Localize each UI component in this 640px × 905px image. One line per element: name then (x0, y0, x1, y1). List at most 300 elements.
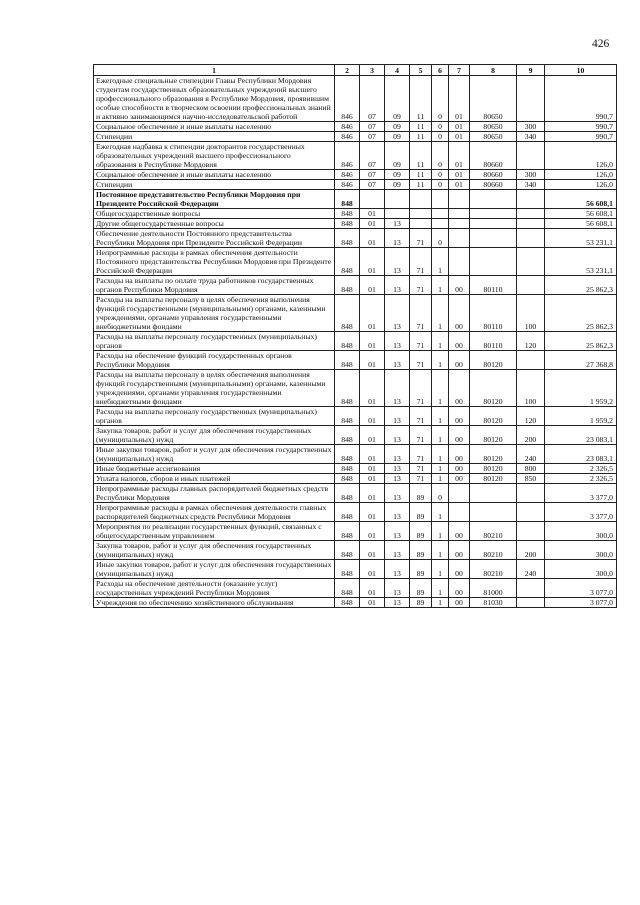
subsection-cell: 13 (385, 445, 410, 464)
subsection-cell: 13 (385, 426, 410, 445)
section-cell: 01 (360, 209, 385, 219)
expense-type-cell (517, 229, 545, 248)
subsection-cell: 09 (385, 122, 410, 132)
subsection-cell: 13 (385, 370, 410, 407)
header-cell: 1 (94, 65, 335, 76)
amount-cell: 300,0 (545, 522, 617, 541)
expense-type-cell (517, 484, 545, 503)
group-cell: 00 (449, 445, 470, 464)
admin-code-cell: 846 (335, 180, 360, 190)
admin-code-cell: 846 (335, 132, 360, 142)
subprogram-cell: 0 (432, 229, 449, 248)
expense-type-cell (517, 503, 545, 522)
amount-cell: 1 959,2 (545, 407, 617, 426)
group-cell: 00 (449, 560, 470, 579)
row-name-cell: Расходы на выплаты персоналу государственных (муниципальных) органов (94, 407, 335, 426)
amount-cell: 25 862,3 (545, 332, 617, 351)
table-row (94, 122, 617, 132)
section-cell: 07 (360, 122, 385, 132)
subprogram-cell: 1 (432, 248, 449, 276)
program-cell: 89 (410, 598, 432, 608)
amount-cell: 990,7 (545, 76, 617, 122)
subprogram-cell: 1 (432, 276, 449, 295)
program-cell: 71 (410, 276, 432, 295)
subsection-cell (385, 190, 410, 209)
section-cell: 07 (360, 180, 385, 190)
subsection-cell: 13 (385, 522, 410, 541)
item-code-cell: 80120 (470, 474, 517, 484)
header-cell: 9 (517, 65, 545, 76)
subprogram-cell: 1 (432, 407, 449, 426)
table-row (94, 370, 617, 407)
program-cell: 11 (410, 122, 432, 132)
table-row (94, 276, 617, 295)
table-row (94, 142, 617, 170)
program-cell: 89 (410, 484, 432, 503)
row-name-cell: Учреждения по обеспечению хозяйственного обслуживания (94, 598, 335, 608)
amount-cell: 27 368,8 (545, 351, 617, 370)
subsection-cell: 13 (385, 219, 410, 229)
item-code-cell: 80120 (470, 445, 517, 464)
expense-type-cell (517, 142, 545, 170)
table-row (94, 132, 617, 142)
row-name-cell: Непрограммные расходы в рамках обеспечения деятельности Постоянного представительства Республики Мордовия при Президенте Российской Федерации (94, 248, 335, 276)
header-cell: 4 (385, 65, 410, 76)
subsection-cell: 13 (385, 560, 410, 579)
table-row (94, 484, 617, 503)
table-row (94, 229, 617, 248)
row-name-cell: Постоянное представительство Республики Мордовия при Президенте Российской Федерации (94, 190, 335, 209)
item-code-cell: 80210 (470, 560, 517, 579)
amount-cell: 300,0 (545, 560, 617, 579)
subprogram-cell: 1 (432, 295, 449, 332)
item-code-cell: 80120 (470, 351, 517, 370)
subprogram-cell: 0 (432, 132, 449, 142)
subsection-cell: 09 (385, 142, 410, 170)
amount-cell: 3 077,0 (545, 579, 617, 598)
header-cell: 10 (545, 65, 617, 76)
row-name-cell: Стипендии (94, 180, 335, 190)
group-cell (449, 484, 470, 503)
row-name-cell: Расходы на выплаты персоналу в целях обеспечения выполнения функций государственными (муниципальными) органами, казенными учреждениями, органами управления государственными внебюджетными фондами (94, 370, 335, 407)
table-row (94, 503, 617, 522)
program-cell: 89 (410, 560, 432, 579)
table-row (94, 522, 617, 541)
expense-type-cell: 340 (517, 180, 545, 190)
group-cell: 01 (449, 122, 470, 132)
row-name-cell: Закупка товаров, работ и услуг для обеспечения государственных (муниципальных) нужд (94, 541, 335, 560)
amount-cell: 990,7 (545, 132, 617, 142)
section-cell: 01 (360, 541, 385, 560)
program-cell (410, 190, 432, 209)
program-cell: 71 (410, 248, 432, 276)
amount-cell: 126,0 (545, 170, 617, 180)
subprogram-cell: 1 (432, 522, 449, 541)
item-code-cell (470, 219, 517, 229)
subsection-cell: 13 (385, 351, 410, 370)
table-header-row (94, 65, 617, 76)
group-cell (449, 248, 470, 276)
program-cell: 89 (410, 522, 432, 541)
section-cell: 07 (360, 142, 385, 170)
group-cell (449, 219, 470, 229)
item-code-cell (470, 248, 517, 276)
subprogram-cell (432, 190, 449, 209)
program-cell: 71 (410, 474, 432, 484)
subprogram-cell: 0 (432, 180, 449, 190)
section-cell: 01 (360, 332, 385, 351)
subsection-cell: 09 (385, 76, 410, 122)
item-code-cell: 80660 (470, 170, 517, 180)
section-cell: 01 (360, 248, 385, 276)
subsection-cell: 13 (385, 598, 410, 608)
item-code-cell: 80120 (470, 464, 517, 474)
program-cell: 71 (410, 426, 432, 445)
group-cell (449, 503, 470, 522)
subsection-cell: 13 (385, 484, 410, 503)
amount-cell: 56 608,1 (545, 209, 617, 219)
expense-type-cell: 120 (517, 332, 545, 351)
section-cell: 01 (360, 522, 385, 541)
section-cell: 01 (360, 464, 385, 474)
group-cell: 01 (449, 76, 470, 122)
section-cell: 01 (360, 407, 385, 426)
subsection-cell: 13 (385, 407, 410, 426)
item-code-cell (470, 209, 517, 219)
header-cell: 2 (335, 65, 360, 76)
subprogram-cell: 0 (432, 122, 449, 132)
row-name-cell: Ежегодная надбавка к стипендии докторантов государственных образовательных учреждений высшего профессионального образования в Республике Мордовия (94, 142, 335, 170)
admin-code-cell: 848 (335, 370, 360, 407)
expense-type-cell (517, 248, 545, 276)
expense-type-cell: 100 (517, 295, 545, 332)
header-cell: 8 (470, 65, 517, 76)
amount-cell: 300,0 (545, 541, 617, 560)
subsection-cell: 13 (385, 464, 410, 474)
row-name-cell: Иные закупки товаров, работ и услуг для обеспечения государственных (муниципальных) нужд (94, 445, 335, 464)
subprogram-cell: 0 (432, 142, 449, 170)
group-cell: 00 (449, 464, 470, 474)
table-row (94, 541, 617, 560)
program-cell: 89 (410, 503, 432, 522)
table-body (94, 65, 617, 608)
section-cell: 07 (360, 76, 385, 122)
group-cell: 00 (449, 474, 470, 484)
table-row (94, 579, 617, 598)
subsection-cell: 13 (385, 474, 410, 484)
table-row (94, 219, 617, 229)
group-cell: 00 (449, 426, 470, 445)
table-row (94, 190, 617, 209)
admin-code-cell: 848 (335, 332, 360, 351)
item-code-cell: 81000 (470, 579, 517, 598)
program-cell: 89 (410, 541, 432, 560)
amount-cell: 3 377,0 (545, 503, 617, 522)
admin-code-cell: 848 (335, 541, 360, 560)
table-row (94, 351, 617, 370)
row-name-cell: Другие общегосударственные вопросы (94, 219, 335, 229)
subprogram-cell: 1 (432, 464, 449, 474)
subsection-cell: 13 (385, 295, 410, 332)
subprogram-cell: 1 (432, 351, 449, 370)
amount-cell: 25 862,3 (545, 276, 617, 295)
expense-type-cell: 120 (517, 407, 545, 426)
table-row (94, 474, 617, 484)
subprogram-cell (432, 219, 449, 229)
item-code-cell: 80650 (470, 132, 517, 142)
admin-code-cell: 848 (335, 474, 360, 484)
group-cell: 00 (449, 295, 470, 332)
item-code-cell: 80650 (470, 122, 517, 132)
item-code-cell: 80110 (470, 295, 517, 332)
section-cell: 01 (360, 598, 385, 608)
row-name-cell: Иные бюджетные ассигнования (94, 464, 335, 474)
expense-type-cell: 240 (517, 560, 545, 579)
row-name-cell: Ежегодные специальные стипендии Главы Республики Мордовия студентам государственных образовательных учреждений высшего профессионального образования в Республике Мордовия, проявившим особые способности в творческом освоении профессиональных знаний и активно занимающимся научно-исследовательской работой (94, 76, 335, 122)
program-cell: 11 (410, 132, 432, 142)
expense-type-cell (517, 76, 545, 122)
subprogram-cell: 1 (432, 426, 449, 445)
item-code-cell: 80110 (470, 276, 517, 295)
group-cell: 00 (449, 407, 470, 426)
amount-cell: 3 077,0 (545, 598, 617, 608)
admin-code-cell: 848 (335, 484, 360, 503)
item-code-cell: 80120 (470, 370, 517, 407)
amount-cell: 25 862,3 (545, 295, 617, 332)
program-cell: 11 (410, 76, 432, 122)
expense-type-cell: 240 (517, 445, 545, 464)
item-code-cell (470, 190, 517, 209)
item-code-cell: 81030 (470, 598, 517, 608)
section-cell: 01 (360, 474, 385, 484)
item-code-cell (470, 229, 517, 248)
section-cell: 01 (360, 484, 385, 503)
program-cell: 71 (410, 229, 432, 248)
subprogram-cell: 0 (432, 484, 449, 503)
expense-type-cell: 300 (517, 122, 545, 132)
subprogram-cell: 1 (432, 503, 449, 522)
row-name-cell: Закупка товаров, работ и услуг для обеспечения государственных (муниципальных) нужд (94, 426, 335, 445)
row-name-cell: Расходы на выплаты персоналу в целях обеспечения выполнения функций государственными (муниципальными) органами, казенными учреждениями, органами управления государственными внебюджетными фондами (94, 295, 335, 332)
subsection-cell: 13 (385, 332, 410, 351)
subprogram-cell: 1 (432, 598, 449, 608)
expense-type-cell: 850 (517, 474, 545, 484)
header-cell: 3 (360, 65, 385, 76)
row-name-cell: Мероприятия по реализации государственных функций, связанных с общегосударственным управлением (94, 522, 335, 541)
amount-cell: 126,0 (545, 142, 617, 170)
item-code-cell (470, 503, 517, 522)
group-cell: 00 (449, 351, 470, 370)
subprogram-cell: 1 (432, 579, 449, 598)
program-cell: 71 (410, 332, 432, 351)
admin-code-cell: 846 (335, 142, 360, 170)
section-cell: 01 (360, 445, 385, 464)
admin-code-cell: 848 (335, 295, 360, 332)
subsection-cell: 09 (385, 170, 410, 180)
row-name-cell: Непрограммные расходы главных распорядителей бюджетных средств Республики Мордовия (94, 484, 335, 503)
table-row (94, 464, 617, 474)
row-name-cell: Иные закупки товаров, работ и услуг для обеспечения государственных (муниципальных) нужд (94, 560, 335, 579)
section-cell: 07 (360, 132, 385, 142)
subprogram-cell: 1 (432, 332, 449, 351)
group-cell: 01 (449, 180, 470, 190)
expense-type-cell (517, 190, 545, 209)
item-code-cell: 80110 (470, 332, 517, 351)
program-cell: 71 (410, 407, 432, 426)
program-cell: 71 (410, 295, 432, 332)
amount-cell: 23 083,1 (545, 426, 617, 445)
group-cell (449, 190, 470, 209)
expense-type-cell (517, 209, 545, 219)
group-cell: 00 (449, 541, 470, 560)
subprogram-cell: 0 (432, 170, 449, 180)
admin-code-cell: 846 (335, 122, 360, 132)
row-name-cell: Расходы на выплаты персоналу государственных (муниципальных) органов (94, 332, 335, 351)
admin-code-cell: 848 (335, 579, 360, 598)
item-code-cell: 80660 (470, 142, 517, 170)
expense-type-cell: 200 (517, 541, 545, 560)
program-cell: 89 (410, 579, 432, 598)
subprogram-cell: 0 (432, 76, 449, 122)
subsection-cell: 13 (385, 503, 410, 522)
group-cell: 00 (449, 276, 470, 295)
item-code-cell: 80210 (470, 522, 517, 541)
amount-cell: 23 083,1 (545, 445, 617, 464)
subprogram-cell: 1 (432, 474, 449, 484)
row-name-cell: Социальное обеспечение и иные выплаты населению (94, 122, 335, 132)
table-row (94, 209, 617, 219)
admin-code-cell: 846 (335, 170, 360, 180)
row-name-cell: Стипендии (94, 132, 335, 142)
section-cell: 01 (360, 503, 385, 522)
expense-type-cell (517, 522, 545, 541)
group-cell: 00 (449, 522, 470, 541)
expense-type-cell (517, 219, 545, 229)
group-cell: 01 (449, 142, 470, 170)
admin-code-cell: 848 (335, 351, 360, 370)
subsection-cell: 09 (385, 180, 410, 190)
group-cell (449, 229, 470, 248)
section-cell: 01 (360, 370, 385, 407)
subsection-cell: 13 (385, 541, 410, 560)
program-cell: 71 (410, 370, 432, 407)
section-cell: 01 (360, 219, 385, 229)
amount-cell: 3 377,0 (545, 484, 617, 503)
item-code-cell: 80120 (470, 407, 517, 426)
row-name-cell: Непрограммные расходы в рамках обеспечения деятельности главных распорядителей бюджетных средств Республики Мордовия (94, 503, 335, 522)
group-cell (449, 209, 470, 219)
subsection-cell: 13 (385, 229, 410, 248)
amount-cell: 56 608,1 (545, 219, 617, 229)
expense-type-cell: 800 (517, 464, 545, 474)
subsection-cell (385, 209, 410, 219)
group-cell: 00 (449, 370, 470, 407)
program-cell: 11 (410, 170, 432, 180)
amount-cell: 2 326,5 (545, 474, 617, 484)
admin-code-cell: 848 (335, 560, 360, 579)
table-row (94, 560, 617, 579)
table-row (94, 598, 617, 608)
section-cell: 07 (360, 170, 385, 180)
group-cell: 00 (449, 598, 470, 608)
section-cell: 01 (360, 579, 385, 598)
expense-type-cell: 100 (517, 370, 545, 407)
admin-code-cell: 848 (335, 190, 360, 209)
row-name-cell: Обеспечение деятельности Постоянного представительства Республики Мордовия при Президенте Российской Федерации (94, 229, 335, 248)
page-number: 426 (592, 38, 610, 50)
amount-cell: 126,0 (545, 180, 617, 190)
expense-type-cell: 200 (517, 426, 545, 445)
group-cell: 01 (449, 132, 470, 142)
program-cell: 71 (410, 464, 432, 474)
row-name-cell: Расходы на обеспечение функций государственных органов Республики Мордовия (94, 351, 335, 370)
section-cell: 01 (360, 229, 385, 248)
row-name-cell: Уплата налогов, сборов и иных платежей (94, 474, 335, 484)
amount-cell: 990,7 (545, 122, 617, 132)
group-cell: 00 (449, 579, 470, 598)
item-code-cell (470, 484, 517, 503)
section-cell: 01 (360, 295, 385, 332)
header-cell: 5 (410, 65, 432, 76)
admin-code-cell: 848 (335, 464, 360, 474)
subsection-cell: 13 (385, 248, 410, 276)
group-cell: 01 (449, 170, 470, 180)
expense-type-cell (517, 579, 545, 598)
amount-cell: 1 959,2 (545, 370, 617, 407)
item-code-cell: 80120 (470, 426, 517, 445)
admin-code-cell: 848 (335, 276, 360, 295)
item-code-cell: 80660 (470, 180, 517, 190)
table-row (94, 407, 617, 426)
subprogram-cell: 1 (432, 560, 449, 579)
amount-cell: 53 231,1 (545, 229, 617, 248)
table-row (94, 295, 617, 332)
subprogram-cell: 1 (432, 445, 449, 464)
budget-table (93, 64, 617, 608)
row-name-cell: Общегосударственные вопросы (94, 209, 335, 219)
table-row (94, 76, 617, 122)
row-name-cell: Расходы на выплаты по оплате труда работников государственных органов Республики Мордовия (94, 276, 335, 295)
expense-type-cell (517, 276, 545, 295)
item-code-cell: 80650 (470, 76, 517, 122)
admin-code-cell: 848 (335, 407, 360, 426)
table-row (94, 426, 617, 445)
amount-cell: 53 231,1 (545, 248, 617, 276)
admin-code-cell: 848 (335, 248, 360, 276)
section-cell: 01 (360, 426, 385, 445)
subsection-cell: 13 (385, 579, 410, 598)
admin-code-cell: 848 (335, 445, 360, 464)
admin-code-cell: 846 (335, 76, 360, 122)
amount-cell: 56 608,1 (545, 190, 617, 209)
program-cell (410, 209, 432, 219)
subprogram-cell: 1 (432, 541, 449, 560)
row-name-cell: Расходы на обеспечение деятельности (оказание услуг) государственных учреждений Республики Мордовия (94, 579, 335, 598)
admin-code-cell: 848 (335, 209, 360, 219)
section-cell: 01 (360, 276, 385, 295)
subsection-cell: 13 (385, 276, 410, 295)
table-row (94, 170, 617, 180)
header-cell: 6 (432, 65, 449, 76)
expense-type-cell: 300 (517, 170, 545, 180)
program-cell (410, 219, 432, 229)
section-cell: 01 (360, 560, 385, 579)
item-code-cell: 80210 (470, 541, 517, 560)
admin-code-cell: 848 (335, 503, 360, 522)
admin-code-cell: 848 (335, 229, 360, 248)
admin-code-cell: 848 (335, 219, 360, 229)
expense-type-cell (517, 351, 545, 370)
